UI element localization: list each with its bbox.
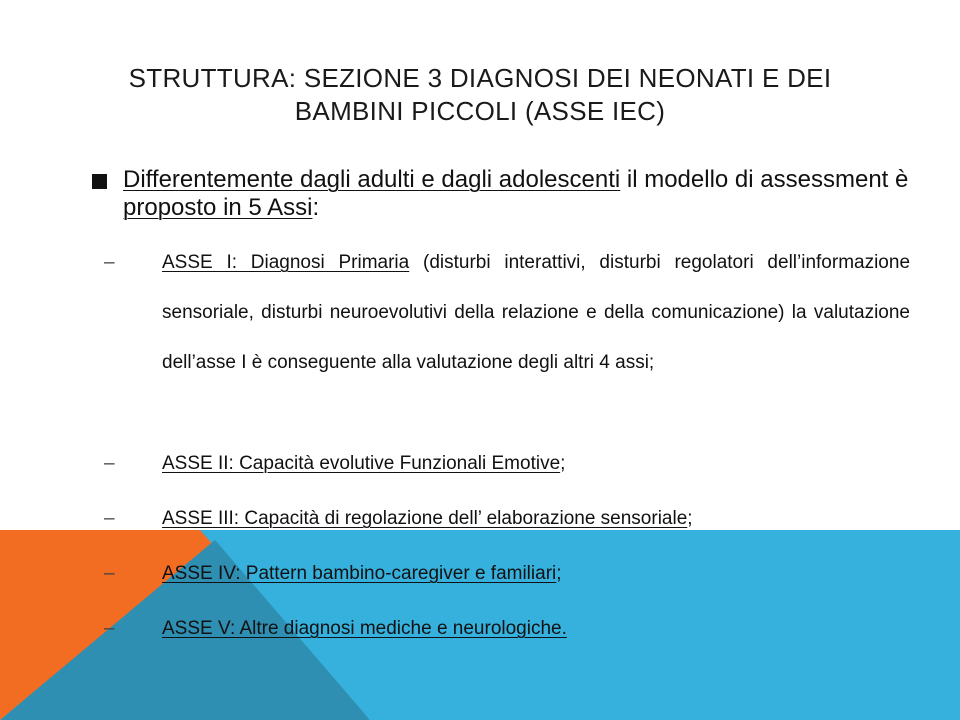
bullet-underlined-phrase-3: proposto in 5 Assi xyxy=(123,194,313,221)
title-line-2: BAMBINI PICCOLI (ASSE IEC) xyxy=(294,96,666,126)
main-bullet-text xyxy=(123,166,913,222)
dash-icon: – xyxy=(104,252,115,273)
sub-item-rest: ; xyxy=(556,563,562,584)
bullet-underlined-phrase-1: Differentemente dagli adulti e dagli adolescenti xyxy=(123,166,621,193)
sub-item-rest: ; xyxy=(560,453,566,474)
sub-item-text xyxy=(162,507,910,531)
dash-icon: – xyxy=(104,618,115,639)
square-bullet-icon xyxy=(92,174,107,189)
sub-item-rest: ; xyxy=(687,508,693,529)
sub-item-label: ASSE III: Capacità di regolazione dell’ elaborazione sensoriale xyxy=(162,508,688,529)
sub-item-text xyxy=(162,617,910,641)
dash-icon: – xyxy=(104,508,115,529)
title-line-1: STRUTTURA: SEZIONE 3 DIAGNOSI DEI NEONATI E DEI xyxy=(128,63,832,93)
dash-icon: – xyxy=(104,563,115,584)
sub-item-label: ASSE IV: Pattern bambino-caregiver e familiari xyxy=(162,563,557,584)
sub-item-label: ASSE V: Altre diagnosi mediche e neurologiche. xyxy=(162,618,567,639)
slide-title xyxy=(80,62,880,128)
sub-item-text xyxy=(162,452,910,476)
sub-item-text xyxy=(162,238,910,388)
bullet-phrase-2: il modello di assessment è xyxy=(620,166,909,193)
dash-icon: – xyxy=(104,453,115,474)
sub-item-label: ASSE II: Capacità evolutive Funzionali Emotive xyxy=(162,453,561,474)
bullet-phrase-4: : xyxy=(312,194,320,221)
sub-item-text xyxy=(162,562,910,586)
sub-item-rest: (disturbi interattivi, disturbi regolatori dell’informazione sensoriale, disturbi neuroevolutivi della relazione e della comunicazione) la valutazione dell’asse I è conseguente alla valutazione degli altri 4 assi; xyxy=(162,252,911,373)
sub-item-label: ASSE I: Diagnosi Primaria xyxy=(162,252,410,273)
